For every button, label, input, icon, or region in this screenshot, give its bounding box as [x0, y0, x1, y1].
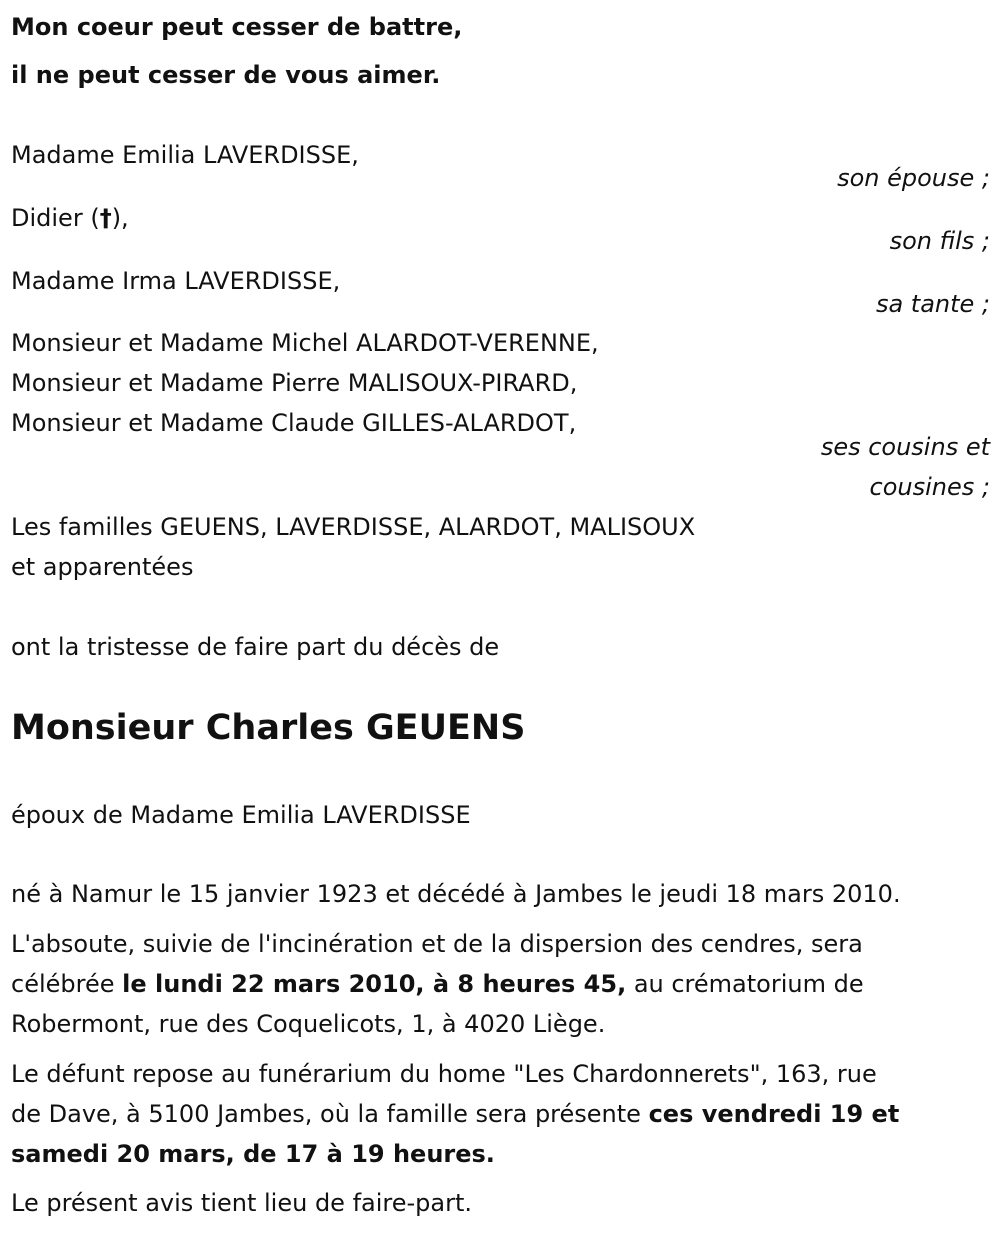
family-member-cousin-2: Monsieur et Madame Pierre MALISOUX-PIRARD, [11, 369, 578, 397]
family-member-cousin-3: Monsieur et Madame Claude GILLES-ALARDOT, [11, 409, 577, 437]
closing-text: Le présent avis tient lieu de faire-part. [11, 1189, 473, 1217]
families-line-1: Les familles GEUENS, LAVERDISSE, ALARDOT, MALISOUX [11, 513, 696, 541]
spouse-of-text: époux de Madame Emilia LAVERDISSE [11, 801, 471, 829]
relation-cousins-line-1: ses cousins et [820, 433, 990, 461]
ceremony-line-1: L'absoute, suivie de l'incinération et de la dispersion des cendres, sera [11, 930, 863, 958]
relation-son: son fils ; [889, 227, 990, 255]
family-member-aunt: Madame Irma LAVERDISSE, [11, 267, 341, 295]
rest-visit-hours: samedi 20 mars, de 17 à 19 heures. [11, 1140, 495, 1168]
ceremony-line-2 [11, 969, 864, 999]
rest-visit-dates: ces vendredi 19 et [648, 1100, 900, 1128]
ceremony-date-time: le lundi 22 mars 2010, à 8 heures 45, [122, 970, 627, 998]
relation-spouse: son épouse ; [837, 164, 990, 192]
deceased-name: Monsieur Charles GEUENS [11, 708, 526, 748]
rest-line-3 [11, 1139, 495, 1169]
families-line-2: et apparentées [11, 553, 194, 581]
relation-cousins-line-2: cousines ; [869, 473, 990, 501]
rest-line-2 [11, 1099, 899, 1129]
ceremony-line-3: Robermont, rue des Coquelicots, 1, à 4020 Liège. [11, 1010, 606, 1038]
cross-icon: † [99, 204, 112, 232]
family-member-spouse: Madame Emilia LAVERDISSE, [11, 141, 359, 169]
ceremony-line-2-start: célébrée [11, 970, 123, 998]
announcement-text: ont la tristesse de faire part du décès de [11, 633, 500, 661]
family-member-son [11, 203, 129, 233]
rest-line-1: Le défunt repose au funérarium du home "Les Chardonnerets", 163, rue [11, 1060, 877, 1088]
epigraph-line-1: Mon coeur peut cesser de battre, [11, 13, 463, 41]
ceremony-line-2-end: au crématorium de [626, 970, 864, 998]
birth-death-text: né à Namur le 15 janvier 1923 et décédé à Jambes le jeudi 18 mars 2010. [11, 880, 901, 908]
epigraph-line-2: il ne peut cesser de vous aimer. [11, 61, 441, 89]
son-name-suffix: ), [111, 204, 129, 232]
relation-aunt: sa tante ; [875, 290, 990, 318]
family-member-cousin-1: Monsieur et Madame Michel ALARDOT-VERENNE, [11, 329, 599, 357]
rest-line-2-start: de Dave, à 5100 Jambes, où la famille sera présente [11, 1100, 649, 1128]
son-name-prefix: Didier ( [11, 204, 100, 232]
